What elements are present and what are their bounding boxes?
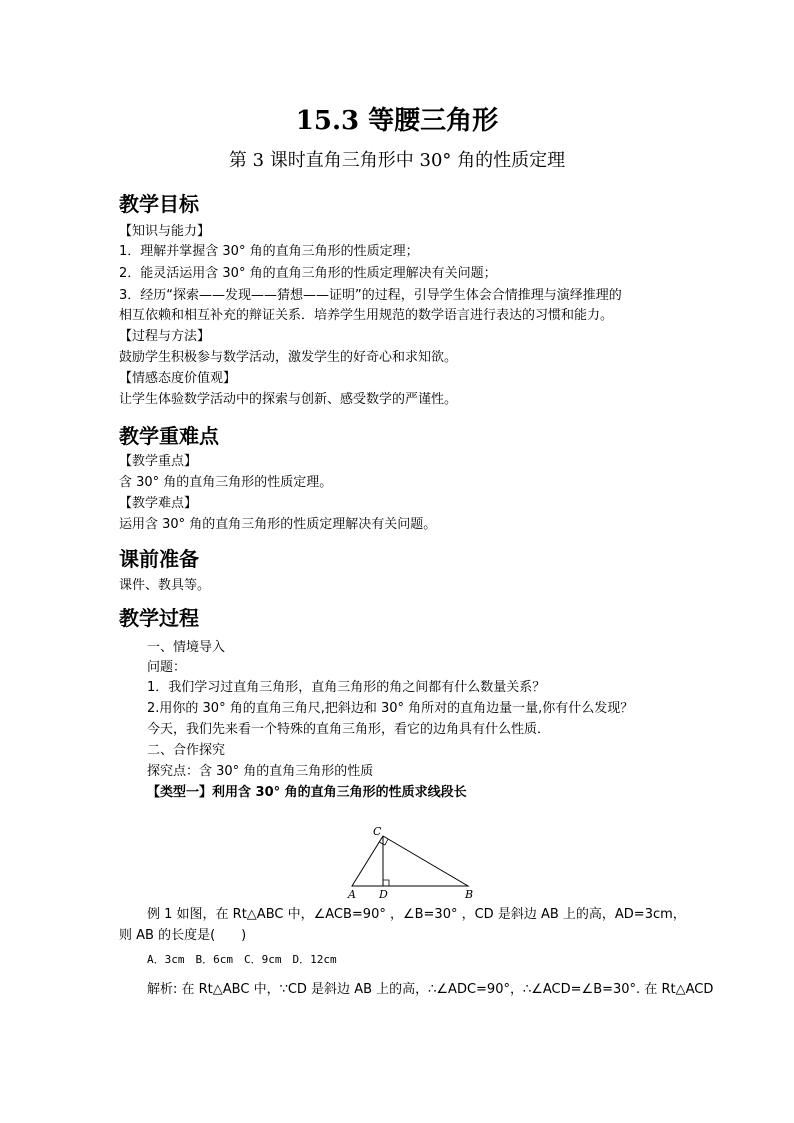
section-heading-keypoints: 教学重难点 [119,424,219,448]
page-subtitle: 第 3 课时直角三角形中 30° 角的性质定理 [228,150,566,171]
key-label: 【教学重点】 [119,454,198,469]
example-1-line-2: 则 AB 的长度是( ) [119,928,247,943]
preparation-text: 课件、教具等。 [119,578,211,593]
objective-1: 1．理解并掌握含 30° 角的直角三角形的性质定理； [119,244,419,259]
cooperation-heading: 二、合作探究 [147,743,226,758]
right-angle-mark-d [383,880,389,886]
question-label: 问题： [147,660,187,675]
intro-heading: 一、情境导入 [147,640,226,655]
vertex-label-c: C [373,825,382,838]
section-heading-process: 教学过程 [119,606,199,630]
example-1-options: A．3cm B．6cm C．9cm D．12cm [147,953,337,966]
vertex-label-d: D [379,888,388,901]
objective-3b: 相互依赖和相互补充的辩证关系．培养学生用规范的数学语言进行表达的习惯和能力。 [119,308,614,323]
explore-point: 探究点：含 30° 角的直角三角形的性质 [147,764,374,779]
difficulty-label: 【教学难点】 [119,496,198,511]
vertex-label-a: A [348,888,356,901]
example-1-line-1: 例 1 如图，在 Rt△ABC 中，∠ACB=90° ，∠B=30° ，CD 是斜边 AB 上的高，AD=3cm， [147,907,686,922]
page-title: 15.3 等腰三角形 [295,106,499,136]
question-2: 2.用你的 30° 角的直角三角尺,把斜边和 30° 角所对的直角边量一量,你有什么发现？ [147,701,634,716]
objective-3a: 3．经历“探索——发现——猜想——证明”的过程，引导学生体会合情推理与演绎推理的 [119,288,622,303]
key-text: 含 30° 角的直角三角形的性质定理。 [119,475,333,490]
section-heading-objectives: 教学目标 [119,192,199,216]
triangle-figure [340,822,480,902]
analysis-text: 解析: 在 Rt△ABC 中，∵CD 是斜边 AB 上的高，∴∠ADC=90°，∴∠ACD=∠B=30°. 在 Rt△ACD [147,982,714,997]
process-label: 【过程与方法】 [119,329,211,344]
section-heading-preparation: 课前准备 [119,547,199,571]
vertex-label-b: B [465,888,474,901]
objective-2: 2．能灵活运用含 30° 角的直角三角形的性质定理解决有关问题； [119,266,497,281]
emotion-text: 让学生体验数学活动中的探索与创新、感受数学的严谨性。 [119,392,458,407]
knowledge-label: 【知识与能力】 [119,224,211,239]
emotion-label: 【情感态度价值观】 [119,371,237,386]
triangle-abc [352,836,468,886]
process-text: 鼓励学生积极参与数学活动，激发学生的好奇心和求知欲。 [119,350,458,365]
question-1: 1．我们学习过直角三角形，直角三角形的角之间都有什么数量关系？ [147,680,546,695]
difficulty-text: 运用含 30° 角的直角三角形的性质定理解决有关问题。 [119,517,437,532]
type-1-heading: 【类型一】利用含 30° 角的直角三角形的性质求线段长 [147,785,467,800]
question-3: 今天，我们先来看一个特殊的直角三角形，看它的边角具有什么性质． [147,722,551,737]
